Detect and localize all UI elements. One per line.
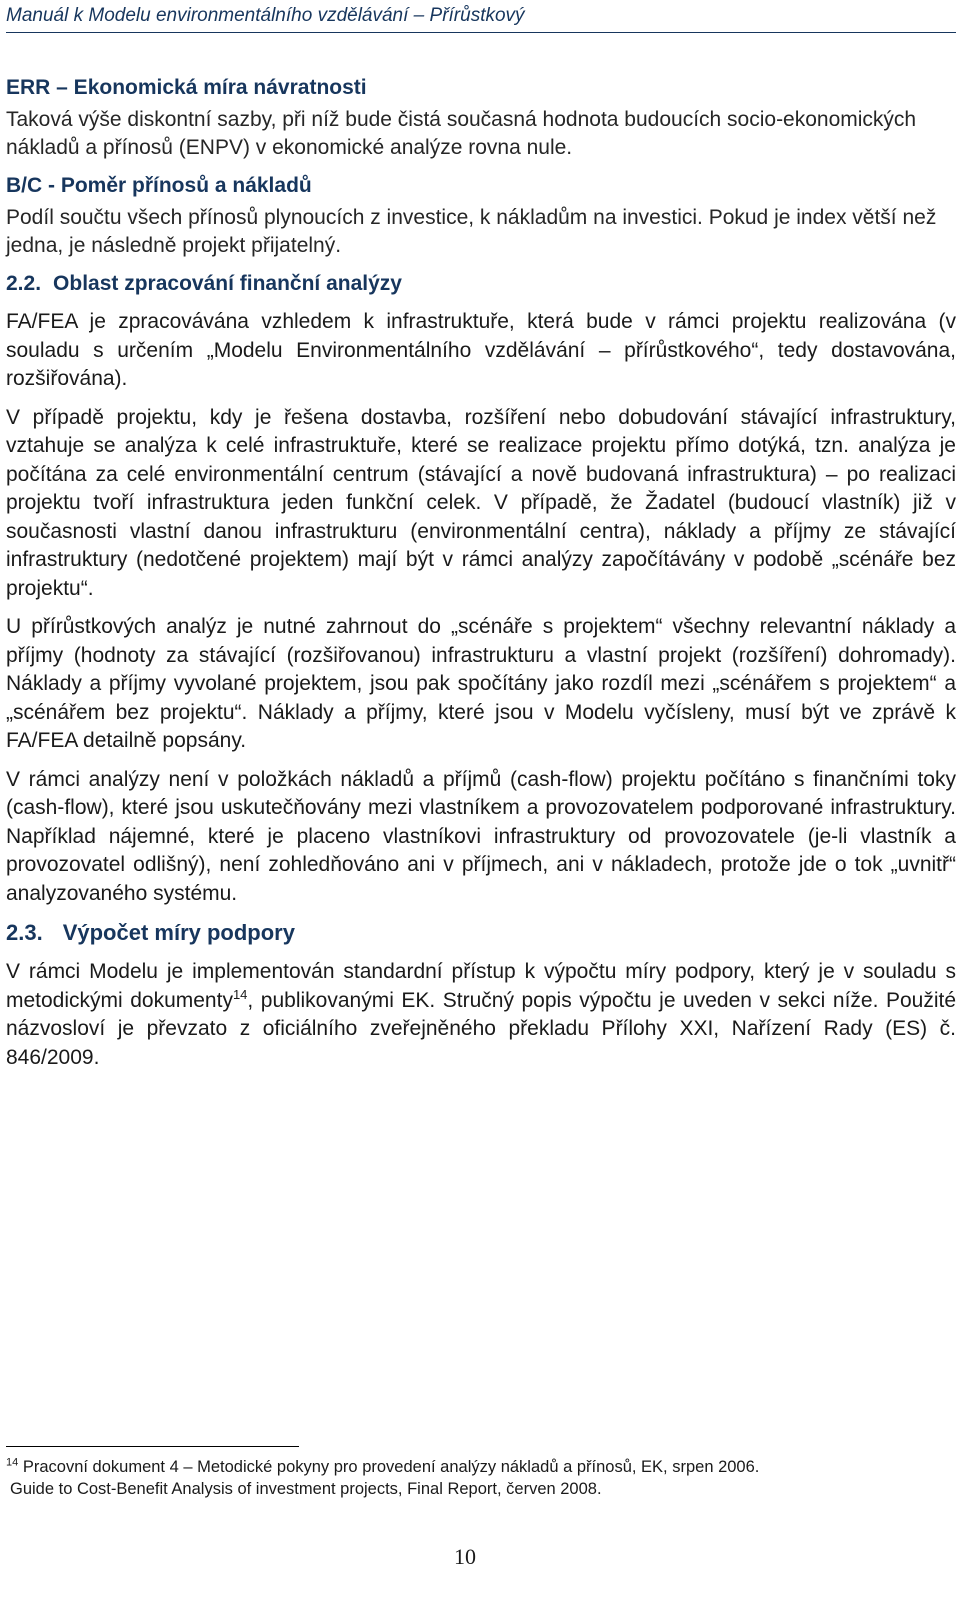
section-number: 2.3. [6, 920, 43, 945]
definition-bc: Podíl součtu všech přínosů plynoucích z investice, k nákladům na investici. Pokud je index větší než jedna, je následně projekt přijatelný. [6, 206, 937, 257]
footnote-14-continuation: Guide to Cost-Benefit Analysis of investment projects, Final Report, červen 2008. [10, 1480, 602, 1498]
paragraph-cash-flow: V rámci analýzy není v položkách nákladů a příjmů (cash-flow) projektu počítáno s finančními toky (cash-flow), které jsou uskutečňovány mezi vlastníkem a provozovatelem podporované infrastruktury. Například nájemné, které je placeno vlastníkovi infrastruktury od provozovatele (je-li vlastník a provozovatel odlišný), není zohledňováno ani v příjmech, ani v nákladech, protože jde o tok „uvnitř“ analyzovaného systému. [6, 767, 956, 905]
footnote-number: 14 [6, 1456, 19, 1469]
section-number: 2.2. [6, 272, 42, 295]
footnote-reference[interactable]: 14 [232, 986, 248, 1002]
section-heading-2-2 [6, 270, 956, 298]
paragraph-incremental-analysis: U přírůstkových analýz je nutné zahrnout do „scénáře s projektem“ všechny relevantní náklady a příjmy (hodnoty za stávající (rozšiřovanou) infrastrukturu a vlastní projekt (rozšíření) dohromady). Náklady a příjmy vyvolané projektem, jsou pak spočítány jako rozdíl mezi „scénářem s projektem“ a „scénářem bez projektu“. Náklady a příjmy, které jsou v Modelu vyčísleny, musí být ve zprávě k FA/FEA detailně popsány. [6, 615, 956, 752]
paragraph-fa-fea-scope: FA/FEA je zpracovávána vzhledem k infrastruktuře, která bude v rámci projektu realizována (v souladu s určením „Modelu Environmentálního vzdělávání – přírůstkového“, tedy dostavována, rozšiřována). [6, 310, 956, 390]
term-err: ERR – Ekonomická míra návratnosti [6, 76, 367, 99]
page-number: 10 [454, 1544, 476, 1569]
term-bc: B/C - Poměr přínosů a nákladů [6, 174, 312, 197]
section-title: Výpočet míry podpory [62, 920, 295, 945]
section-title: Oblast zpracování finanční analýzy [53, 272, 402, 295]
footnote-divider [6, 1446, 299, 1447]
footnotes [6, 1456, 956, 1500]
header-divider [6, 32, 956, 33]
paragraph-text: , publikovanými EK. Stručný popis výpočtu je uveden v sekci níže. Použité názvosloví je převzato z oficiálního zveřejněného překladu Přílohy XXI, Nařízení Rady (ES) č. 846/2009. [6, 988, 956, 1069]
section-heading-2-3 [6, 918, 956, 948]
paragraph-support-rate [6, 958, 956, 1072]
header-title: Manuál k Modelu environmentálního vzdělávání – Přírůstkový [6, 5, 525, 26]
definition-err: Taková výše diskontní sazby, při níž bude čistá současná hodnota budoucích socio-ekonomických nákladů a přínosů (ENPV) v ekonomické analýze rovna nule. [6, 108, 917, 159]
footnote-14 [6, 1456, 956, 1478]
footnote-text: Pracovní dokument 4 – Metodické pokyny pro provedení analýzy nákladů a přínosů, EK, srpen 2006. [22, 1458, 760, 1476]
main-content [6, 74, 956, 1082]
page-header [6, 4, 956, 28]
paragraph-text: V rámci Modelu je implementován standardní přístup k výpočtu míry podpory, který je v souladu s metodickými dokumenty [6, 960, 956, 1012]
paragraph-existing-infrastructure: V případě projektu, kdy je řešena dostavba, rozšíření nebo dobudování stávající infrastruktury, vztahuje se analýza k celé infrastruktuře, které se realizace projektu přímo dotýká, tzn. analýza je počítána za celé environmentální centrum (stávající a nově budovaná infrastruktura) – po realizaci projektu tvoří infrastruktura jeden funkční celek. V případě, že Žadatel (budoucí vlastník) již v současnosti vlastní danou infrastrukturu (environmentální centra), náklady a příjmy ze stávající infrastruktury (nedotčené projektem) mají být v rámci analýzy započítávány v podobě „scénáře bez projektu“. [6, 405, 956, 600]
